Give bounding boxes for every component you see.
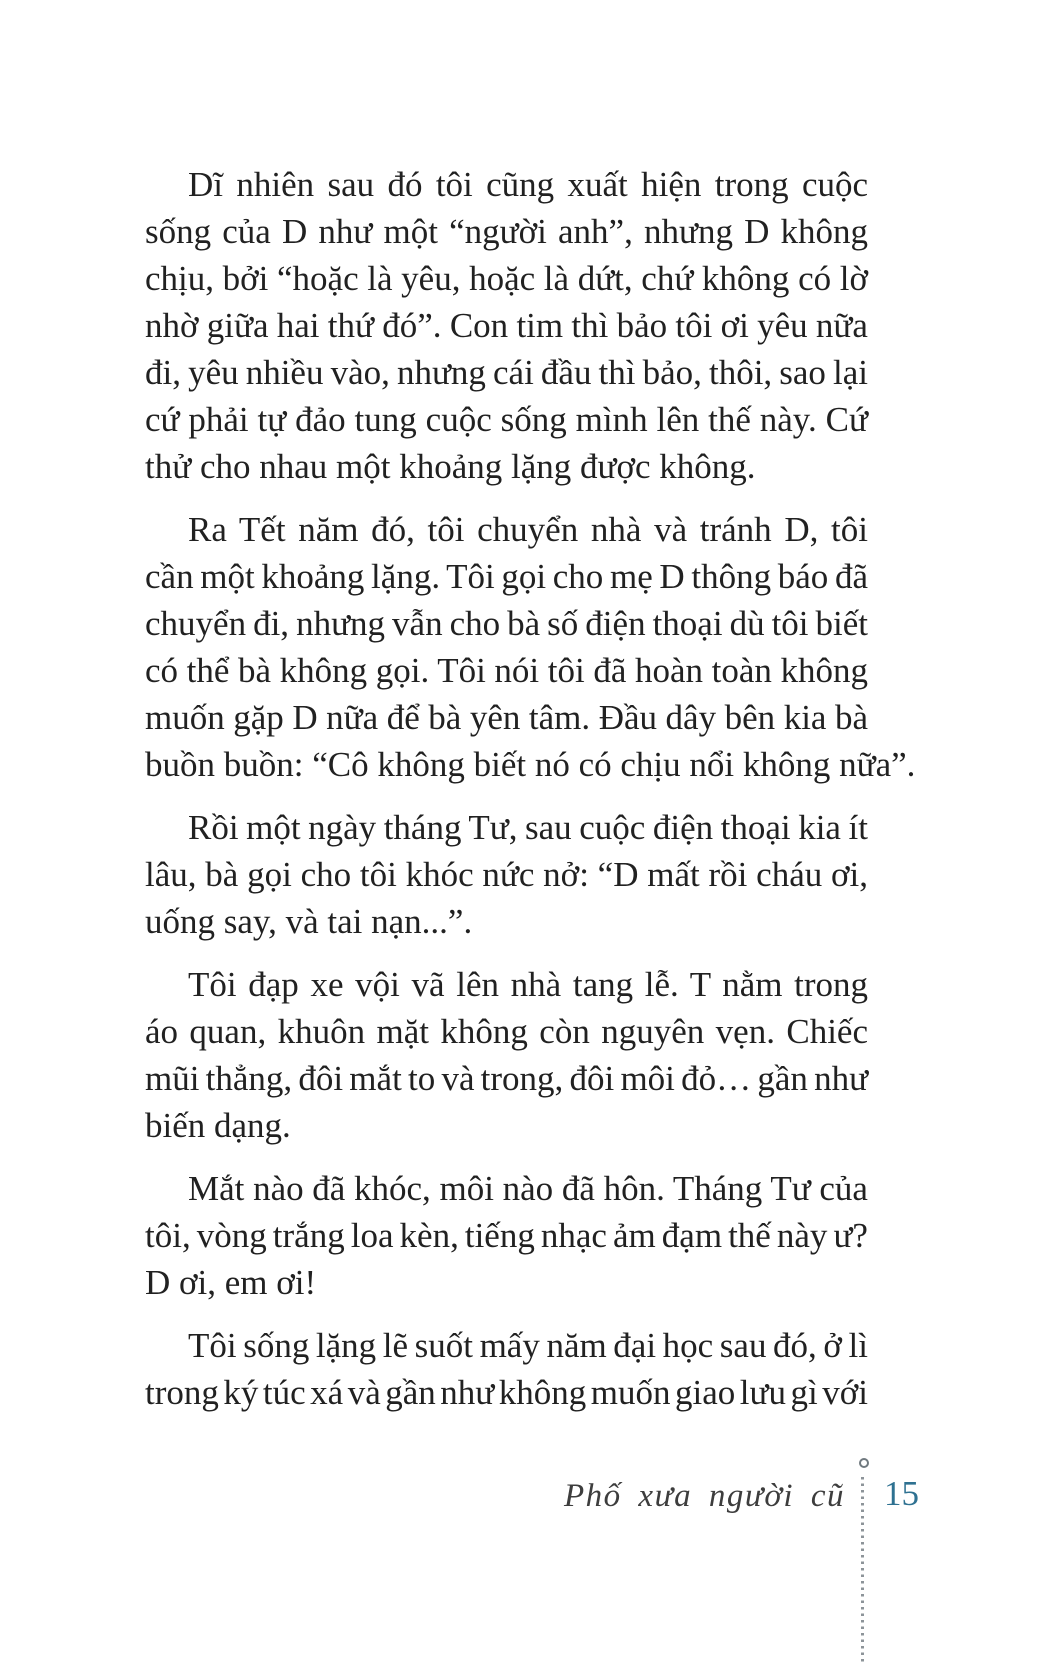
text-line: sống của D như một “người anh”, nhưng D không bbox=[145, 212, 869, 251]
text-line: tôi, vòng trắng loa kèn, tiếng nhạc ảm đạm thế này ư? bbox=[145, 1216, 868, 1255]
text-line: biến dạng. bbox=[145, 1106, 291, 1145]
paragraph bbox=[145, 961, 868, 1149]
text-line: D ơi, em ơi! bbox=[145, 1263, 317, 1302]
text-line: trong ký túc xá và gần như không muốn giao lưu gì với bbox=[145, 1373, 868, 1412]
text-line: Mắt nào đã khóc, môi nào đã hôn. Tháng Tư của bbox=[188, 1169, 868, 1208]
dotted-divider-line bbox=[861, 1477, 864, 1662]
text-line: Ra Tết năm đó, tôi chuyển nhà và tránh D, tôi bbox=[188, 510, 868, 549]
text-line: đi, yêu nhiều vào, nhưng cái đầu thì bảo, thôi, sao lại bbox=[145, 353, 869, 392]
text-line: Rồi một ngày tháng Tư, sau cuộc điện thoại kia ít bbox=[188, 808, 868, 847]
paragraph bbox=[145, 161, 868, 490]
text-line: cứ phải tự đảo tung cuộc sống mình lên thế này. Cứ bbox=[145, 400, 868, 439]
paragraph bbox=[145, 1165, 868, 1306]
text-line: Tôi sống lặng lẽ suốt mấy năm đại học sau đó, ở lì bbox=[188, 1326, 868, 1365]
text-line: có thể bà không gọi. Tôi nói tôi đã hoàn toàn không bbox=[145, 651, 868, 690]
page-number: 15 bbox=[884, 1474, 919, 1513]
running-footer-title: Phố xưa người cũ bbox=[564, 1478, 845, 1514]
text-line: áo quan, khuôn mặt không còn nguyên vẹn. Chiếc bbox=[145, 1012, 868, 1051]
text-line: mũi thẳng, đôi mắt to và trong, đôi môi đỏ… gần như bbox=[145, 1059, 869, 1098]
text-line: cần một khoảng lặng. Tôi gọi cho mẹ D thông báo đã bbox=[145, 557, 868, 596]
circle-marker-icon bbox=[859, 1458, 869, 1468]
text-line: uống say, và tai nạn...”. bbox=[145, 902, 473, 941]
text-line: thử cho nhau một khoảng lặng được không. bbox=[145, 447, 756, 486]
text-line: chuyển đi, nhưng vẫn cho bà số điện thoại dù tôi biết bbox=[145, 604, 869, 643]
text-line: buồn buồn: “Cô không biết nó có chịu nổi không nữa”. bbox=[145, 745, 916, 784]
text-line: nhờ giữa hai thứ đó”. Con tim thì bảo tôi ơi yêu nữa bbox=[145, 306, 868, 345]
text-block bbox=[145, 161, 916, 1432]
paragraph bbox=[145, 1322, 868, 1416]
text-line: lâu, bà gọi cho tôi khóc nức nở: “D mất rồi cháu ơi, bbox=[145, 855, 868, 894]
text-line: chịu, bởi “hoặc là yêu, hoặc là dứt, chứ không có lờ bbox=[145, 259, 868, 298]
text-line: Tôi đạp xe vội vã lên nhà tang lễ. T nằm trong bbox=[188, 965, 869, 1004]
paragraph bbox=[145, 804, 868, 945]
paragraph bbox=[145, 506, 916, 788]
text-line: muốn gặp D nữa để bà yên tâm. Đầu dây bên kia bà bbox=[145, 698, 869, 737]
text-line: Dĩ nhiên sau đó tôi cũng xuất hiện trong cuộc bbox=[188, 165, 869, 204]
